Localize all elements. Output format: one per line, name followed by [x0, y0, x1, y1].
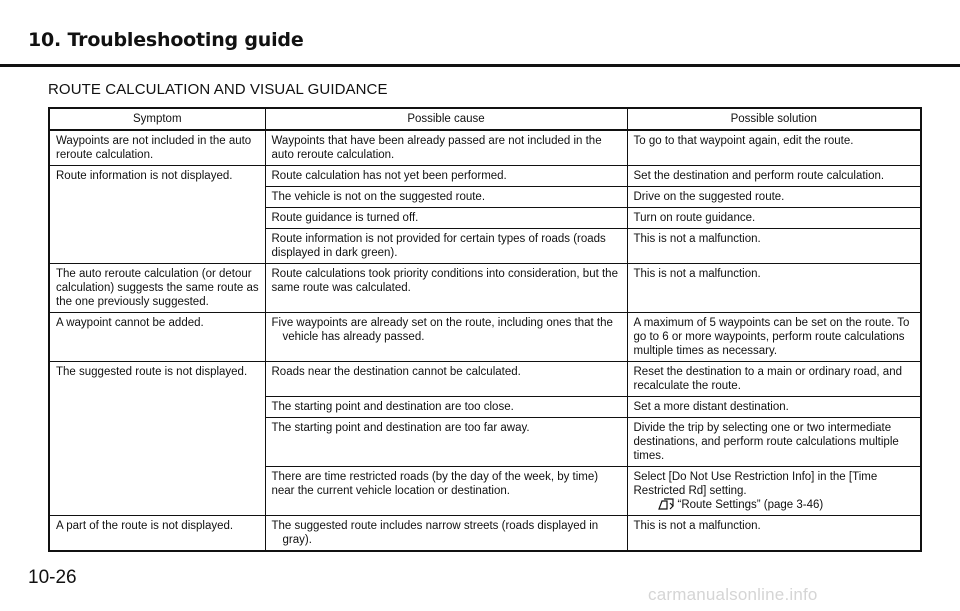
- solution-cell: To go to that waypoint again, edit the route.: [627, 130, 921, 166]
- solution-cell: Reset the destination to a main or ordinary road, and recalculate the route.: [627, 362, 921, 397]
- cause-line: Five waypoints are already set on the route, including ones that the: [271, 317, 613, 329]
- header-cause: Possible cause: [265, 108, 627, 130]
- cause-cell: Roads near the destination cannot be calculated.: [265, 362, 627, 397]
- cause-cell: Waypoints that have been already passed are not included in the auto reroute calculation.: [265, 130, 627, 166]
- watermark: carmanualsonline.info: [648, 585, 818, 604]
- cause-cell: The starting point and destination are too close.: [265, 397, 627, 418]
- solution-text: Select [Do Not Use Restriction Info] in the [Time Restricted Rd] setting.: [633, 471, 878, 497]
- header-symptom: Symptom: [49, 108, 265, 130]
- cause-line: gray).: [282, 534, 312, 546]
- symptom-cell: The suggested route is not displayed.: [49, 362, 265, 516]
- cause-line: The suggested route includes narrow streets (roads displayed in: [271, 520, 599, 532]
- solution-cell: Turn on route guidance.: [627, 208, 921, 229]
- page-number: 10-26: [28, 567, 77, 588]
- section-title: ROUTE CALCULATION AND VISUAL GUIDANCE: [48, 81, 388, 98]
- header-rule: [0, 64, 960, 67]
- cause-cell: Route information is not provided for certain types of roads (roads displayed in dark green).: [265, 229, 627, 264]
- cause-cell: [265, 516, 627, 552]
- cause-cell: The vehicle is not on the suggested route.: [265, 187, 627, 208]
- cause-cell: The starting point and destination are too far away.: [265, 418, 627, 467]
- solution-cell: Set the destination and perform route calculation.: [627, 166, 921, 187]
- symptom-cell: The auto reroute calculation (or detour calculation) suggests the same route as the one previously suggested.: [49, 264, 265, 313]
- solution-cell: [627, 467, 921, 516]
- table-row: [49, 166, 921, 187]
- page-reference-icon: [658, 498, 674, 510]
- cause-cell: Route guidance is turned off.: [265, 208, 627, 229]
- solution-cell: This is not a malfunction.: [627, 516, 921, 552]
- solution-cell: Set a more distant destination.: [627, 397, 921, 418]
- cause-cell: There are time restricted roads (by the day of the week, by time) near the current vehicle location or destination.: [265, 467, 627, 516]
- solution-cell: This is not a malfunction.: [627, 264, 921, 313]
- symptom-cell: Route information is not displayed.: [49, 166, 265, 264]
- troubleshooting-table: [48, 107, 922, 552]
- symptom-cell: Waypoints are not included in the auto reroute calculation.: [49, 130, 265, 166]
- table-header-row: [49, 108, 921, 130]
- symptom-cell: A part of the route is not displayed.: [49, 516, 265, 552]
- table-row: [49, 362, 921, 397]
- symptom-cell: A waypoint cannot be added.: [49, 313, 265, 362]
- cause-line: vehicle has already passed.: [282, 331, 425, 343]
- cause-cell: Route calculations took priority conditions into consideration, but the same route was calculated.: [265, 264, 627, 313]
- table-row: [49, 516, 921, 552]
- table-row: [49, 313, 921, 362]
- table-row: [49, 130, 921, 166]
- solution-cell: Drive on the suggested route.: [627, 187, 921, 208]
- table-row: [49, 264, 921, 313]
- route-settings-reference-link[interactable]: “Route Settings” (page 3-46): [677, 499, 824, 511]
- header-solution: Possible solution: [627, 108, 921, 130]
- solution-cell: This is not a malfunction.: [627, 229, 921, 264]
- solution-cell: Divide the trip by selecting one or two intermediate destinations, and perform route calculations multiple times.: [627, 418, 921, 467]
- cause-cell: [265, 313, 627, 362]
- chapter-title: 10. Troubleshooting guide: [28, 29, 304, 51]
- cause-cell: Route calculation has not yet been performed.: [265, 166, 627, 187]
- solution-cell: A maximum of 5 waypoints can be set on the route. To go to 6 or more waypoints, perform route calculations multiple times as necessary.: [627, 313, 921, 362]
